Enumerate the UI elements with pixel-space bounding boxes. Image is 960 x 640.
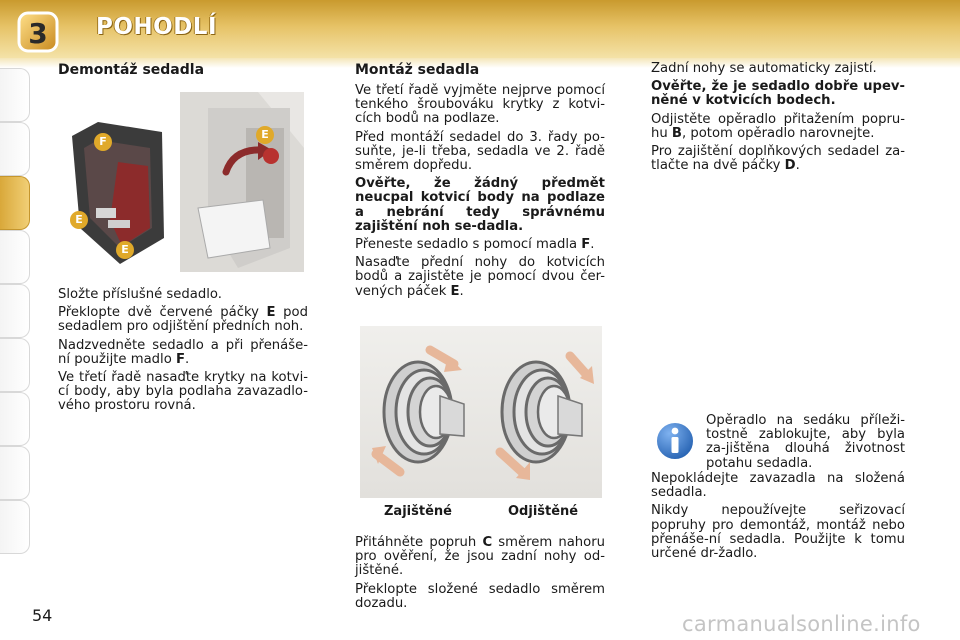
luggage-warnings (651, 472, 905, 565)
paragraph: Ve třetí řadě vyjměte nejprve pomocí tenkého šroubováku krytky z kotvi-cích bodů na podlaze. (355, 83, 605, 127)
paragraph: Pro zajištění doplňkových sedadel za-tlačte na dvě páčky D. (651, 144, 905, 174)
label-f-marker: F (94, 133, 112, 151)
info-note (706, 414, 905, 475)
strap-instructions (355, 536, 605, 615)
info-icon (654, 420, 696, 462)
chapter-tab[interactable] (0, 392, 30, 446)
chapter-tab[interactable] (0, 230, 30, 284)
paragraph: Nikdy nepoužívejte seřizovací popruhy pro demontáž, montáž nebo přenáše-ní sedadla. Použijte k tomu určené dr-žadlo. (651, 503, 905, 562)
caption-unlocked: Odjištěné (508, 504, 579, 519)
paragraph: Nadzvedněte sedadlo a při přenáše-ní použijte madlo F. (58, 337, 308, 367)
paragraph: Přeneste sedadlo s pomocí madla F. (355, 237, 595, 253)
chapter-number: 3 (28, 17, 48, 50)
chapter-tab[interactable] (0, 122, 30, 176)
paragraph: Zadní nohy se automaticky zajistí. (651, 61, 877, 76)
section-heading-removal: Demontáž sedadla (58, 62, 205, 78)
label-e-marker: E (70, 211, 88, 229)
seat-removal-photo (58, 88, 304, 274)
page-number: 54 (32, 606, 53, 625)
paragraph: Složte příslušné sedadlo. (58, 287, 222, 302)
paragraph: Odjistěte opěradlo přitažením popru-hu B, potom opěradlo narovnejte. (651, 111, 905, 141)
paragraph: Před montáží sedadel do 3. řady po-suňte, je-li třeba, sedadla ve 2. řadě směrem dopředu. (355, 129, 605, 174)
watermark: carmanualsonline.info (682, 612, 921, 636)
chapter-tab-active[interactable] (0, 176, 30, 230)
installation-instructions (355, 84, 605, 303)
chapter-number-badge (16, 10, 60, 54)
chapter-title: POHODLÍ (96, 14, 218, 40)
caption-locked: Zajištěné (384, 504, 452, 519)
chapter-tab[interactable] (0, 284, 30, 338)
paragraph: Přitáhněte popruh C směrem nahoru pro ověření, že jsou zadní nohy od-jištěné. (355, 535, 605, 579)
chapter-tab[interactable] (0, 500, 30, 554)
paragraph: Nasaďte přední nohy do kotvicích bodů a zajistěte je pomocí dvou čer-vených páček E. (355, 255, 605, 299)
chapter-tab[interactable] (0, 338, 30, 392)
strap-lock-diagram (360, 326, 602, 498)
paragraph: Nepokládejte zavazadla na složená sedadla. (651, 471, 905, 501)
chapter-tab[interactable] (0, 446, 30, 500)
label-e-marker: E (116, 241, 134, 259)
paragraph: Opěradlo na sedáku příleži-tostně zablokujte, aby byla za-jištěna dlouhá životnost potahu sedadla. (706, 413, 905, 471)
chapter-tab[interactable] (0, 68, 30, 122)
removal-instructions (58, 288, 308, 418)
paragraph: Ve třetí řadě nasaďte krytky na kotvi-cí body, aby byla podlaha zavazadlo-vého prostoru rovná. (58, 370, 308, 414)
warning-paragraph: Ověřte, že žádný předmět neucpal kotvicí body na podlaze a nebrání tedy správnému zajištění noh se-dadla. (355, 176, 605, 234)
warning-paragraph: Ověřte, že je sedadlo dobře upev-něné v kotvicích bodech. (651, 79, 905, 109)
paragraph: Překlopte dvě červené páčky E pod sedadlem pro odjištění předních noh. (58, 305, 308, 335)
label-e-marker: E (256, 126, 274, 144)
paragraph: Překlopte složené sedadlo směrem dozadu. (355, 581, 605, 611)
rear-legs-instructions (651, 62, 905, 177)
section-heading-installation: Montáž sedadla (355, 62, 480, 78)
